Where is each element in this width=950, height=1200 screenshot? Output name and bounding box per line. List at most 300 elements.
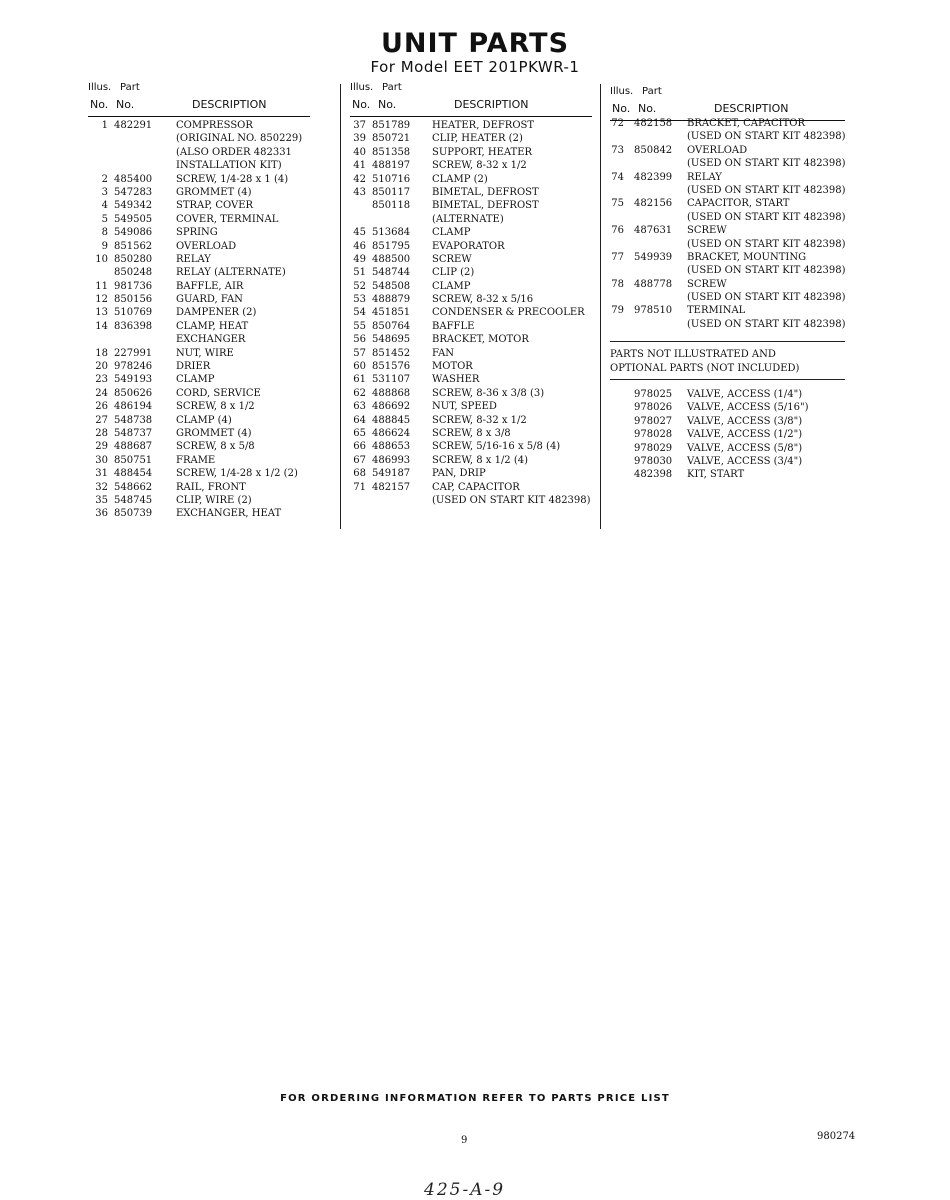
illus-number: 71 xyxy=(353,481,366,493)
part-number: 978510 xyxy=(634,305,673,317)
part-description: HEATER, DEFROST xyxy=(432,120,535,131)
part-number: 978025 xyxy=(634,389,673,401)
illus-number: 61 xyxy=(353,374,366,386)
part-number: 850248 xyxy=(114,267,153,279)
part-number: 513684 xyxy=(372,227,411,239)
table-row xyxy=(88,373,310,386)
table-row xyxy=(88,320,310,333)
part-number: 548744 xyxy=(372,267,411,279)
part-description: VALVE, ACCESS (1/2") xyxy=(687,429,803,441)
illus-number: 52 xyxy=(353,280,366,292)
part-number: 978030 xyxy=(634,455,673,467)
part-description: NUT, WIRE xyxy=(176,347,234,359)
part-description: (ALSO ORDER 482331 xyxy=(176,146,292,158)
part-number: 548745 xyxy=(114,494,153,506)
table-row xyxy=(350,387,592,400)
table-row xyxy=(610,171,845,184)
illus-number: 78 xyxy=(611,278,624,290)
illus-number: 64 xyxy=(353,414,366,426)
part-description: EXCHANGER, HEAT xyxy=(176,508,282,520)
part-description: SPRING xyxy=(176,227,218,239)
part-number: 487631 xyxy=(634,225,673,237)
part-description: SCREW xyxy=(687,225,727,237)
part-header: Part xyxy=(642,86,662,97)
part-number: 851562 xyxy=(114,240,153,252)
table-row xyxy=(610,318,845,331)
part-description: SCREW, 8-32 x 1/2 xyxy=(432,414,527,426)
part-description: CLIP (2) xyxy=(432,267,475,279)
part-number: 978028 xyxy=(634,429,673,441)
part-number: 488454 xyxy=(114,468,153,480)
part-no-header: No. xyxy=(378,98,397,111)
part-number: 548738 xyxy=(114,414,153,426)
part-description: BAFFLE xyxy=(432,320,475,332)
part-number: 850751 xyxy=(114,454,153,466)
part-description: COVER, TERMINAL xyxy=(176,213,279,225)
table-row xyxy=(350,199,592,212)
table-row xyxy=(610,388,845,401)
illus-number: 4 xyxy=(101,200,108,212)
column-divider-2 xyxy=(600,84,601,529)
illus-number: 39 xyxy=(353,133,366,145)
part-number: 978029 xyxy=(634,442,673,454)
part-description: (USED ON START KIT 482398) xyxy=(687,318,846,330)
part-number: 486194 xyxy=(114,401,153,413)
part-number: 549086 xyxy=(114,227,153,239)
part-description: (USED ON START KIT 482398) xyxy=(687,292,846,304)
part-number: 486692 xyxy=(372,401,411,413)
illus-no-header: No. xyxy=(352,98,371,111)
part-number: 850156 xyxy=(114,294,153,306)
illus-number: 41 xyxy=(353,160,366,172)
table-row xyxy=(88,132,310,145)
part-number: 548662 xyxy=(114,481,153,493)
part-number: 978026 xyxy=(634,402,673,414)
table-row xyxy=(88,146,310,159)
illus-number: 35 xyxy=(95,494,108,506)
optional-parts-list xyxy=(610,388,845,482)
table-row xyxy=(88,266,310,279)
part-description: SCREW, 8-32 x 5/16 xyxy=(432,294,534,306)
table-row xyxy=(610,304,845,317)
part-number: 482291 xyxy=(114,120,153,131)
part-description: GROMMET (4) xyxy=(176,427,252,439)
part-number: 482156 xyxy=(634,198,673,210)
table-row xyxy=(88,173,310,186)
column-header xyxy=(610,84,845,121)
illus-number: 31 xyxy=(95,468,108,480)
illus-number: 68 xyxy=(353,468,366,480)
table-row xyxy=(350,253,592,266)
illus-number: 62 xyxy=(353,387,366,399)
illus-number: 8 xyxy=(101,227,108,239)
illus-number: 36 xyxy=(95,508,108,520)
part-description: VALVE, ACCESS (5/16") xyxy=(687,402,809,414)
illus-number: 54 xyxy=(353,307,366,319)
table-row xyxy=(88,253,310,266)
illus-number: 18 xyxy=(95,347,108,359)
part-no-header: No. xyxy=(116,98,135,111)
part-number: 488653 xyxy=(372,441,411,453)
illus-number: 40 xyxy=(353,146,366,158)
table-row xyxy=(88,306,310,319)
part-description: CLAMP xyxy=(432,280,471,292)
table-row xyxy=(350,347,592,360)
part-description: BIMETAL, DEFROST xyxy=(432,186,539,198)
illus-number: 37 xyxy=(353,120,366,131)
illus-number: 55 xyxy=(353,320,366,332)
table-row xyxy=(350,440,592,453)
part-description: RAIL, FRONT xyxy=(176,481,246,493)
part-description: FRAME xyxy=(176,454,216,466)
part-description: (USED ON START KIT 482398) xyxy=(687,265,846,277)
illus-number: 43 xyxy=(353,186,366,198)
table-row xyxy=(350,427,592,440)
part-description: VALVE, ACCESS (5/8") xyxy=(687,442,803,454)
part-number: 482157 xyxy=(372,481,411,493)
part-description: SCREW, 8-36 x 3/8 (3) xyxy=(432,387,545,399)
table-row xyxy=(350,293,592,306)
part-description: DAMPENER (2) xyxy=(176,307,257,319)
part-number: 488879 xyxy=(372,294,411,306)
table-row xyxy=(610,251,845,264)
part-description: (ORIGINAL NO. 850229) xyxy=(176,133,303,145)
illus-number: 27 xyxy=(95,414,108,426)
illus-number: 32 xyxy=(95,481,108,493)
table-row xyxy=(88,494,310,507)
part-description: (USED ON START KIT 482398) xyxy=(687,158,846,170)
part-description: CLAMP (2) xyxy=(432,173,488,185)
part-description: RELAY xyxy=(687,171,722,183)
part-number: 549342 xyxy=(114,200,153,212)
table-row xyxy=(350,173,592,186)
part-number: 850280 xyxy=(114,253,153,265)
illus-header: Illus. xyxy=(350,82,374,93)
page-number: 9 xyxy=(461,1135,468,1146)
table-row xyxy=(350,226,592,239)
table-row xyxy=(350,467,592,480)
part-number: 851358 xyxy=(372,146,411,158)
table-row xyxy=(88,119,310,132)
part-number: 548508 xyxy=(372,280,411,292)
part-number: 482399 xyxy=(634,171,673,183)
illus-number: 24 xyxy=(95,387,108,399)
table-row xyxy=(610,468,845,481)
table-row xyxy=(350,494,592,507)
part-description: FAN xyxy=(432,347,455,359)
part-description: GROMMET (4) xyxy=(176,186,252,198)
part-description: SCREW, 8 x 1/2 (4) xyxy=(432,454,529,466)
part-number: 549939 xyxy=(634,251,673,263)
table-row xyxy=(350,320,592,333)
column-divider-1 xyxy=(340,84,341,529)
illus-number: 26 xyxy=(95,401,108,413)
table-row xyxy=(350,333,592,346)
part-description: BRACKET, CAPACITOR xyxy=(687,118,805,129)
part-number: 548737 xyxy=(114,427,153,439)
illus-header: Illus. xyxy=(88,82,112,93)
table-row xyxy=(350,373,592,386)
table-row xyxy=(88,159,310,172)
part-description: STRAP, COVER xyxy=(176,200,254,212)
parts-column-2 xyxy=(350,80,592,507)
part-description: CAPACITOR, START xyxy=(687,198,790,210)
illus-number: 5 xyxy=(101,213,108,225)
table-row xyxy=(610,157,845,170)
part-description: SCREW, 1/4-28 x 1 (4) xyxy=(176,173,289,185)
illus-number: 76 xyxy=(611,225,624,237)
part-description: CLAMP xyxy=(176,374,215,386)
table-row xyxy=(610,130,845,143)
parts-column-3 xyxy=(610,80,845,482)
illus-no-header: No. xyxy=(90,98,109,111)
description-header: DESCRIPTION xyxy=(454,98,529,111)
part-number: 851795 xyxy=(372,240,411,252)
illus-number: 77 xyxy=(611,251,624,263)
part-number: 836398 xyxy=(114,320,153,332)
part-description: BRACKET, MOUNTING xyxy=(687,251,807,263)
part-number: 510716 xyxy=(372,173,411,185)
table-row xyxy=(88,427,310,440)
table-row xyxy=(610,117,845,130)
part-number: 981736 xyxy=(114,280,153,292)
illus-number: 9 xyxy=(101,240,108,252)
table-row xyxy=(88,440,310,453)
illus-number: 14 xyxy=(95,320,108,332)
table-row xyxy=(350,360,592,373)
part-description: INSTALLATION KIT) xyxy=(176,160,282,172)
table-row xyxy=(88,387,310,400)
part-description: EXCHANGER xyxy=(176,334,246,346)
illus-number: 79 xyxy=(611,305,624,317)
table-row xyxy=(610,401,845,414)
table-row xyxy=(610,278,845,291)
part-description: (USED ON START KIT 482398) xyxy=(687,211,846,223)
not-illustrated-section xyxy=(610,341,845,482)
part-number: 549187 xyxy=(372,468,411,480)
part-description: RELAY (ALTERNATE) xyxy=(176,267,286,279)
table-row xyxy=(350,280,592,293)
illus-number: 66 xyxy=(353,441,366,453)
part-number: 547283 xyxy=(114,186,153,198)
illus-number: 45 xyxy=(353,227,366,239)
table-row xyxy=(88,467,310,480)
illus-number: 56 xyxy=(353,334,366,346)
table-row xyxy=(610,428,845,441)
part-number: 850739 xyxy=(114,508,153,520)
part-description: (ALTERNATE) xyxy=(432,213,504,225)
ordering-note: FOR ORDERING INFORMATION REFER TO PARTS PRICE LIST xyxy=(280,1093,670,1104)
part-description: (USED ON START KIT 482398) xyxy=(687,184,846,196)
table-row xyxy=(88,240,310,253)
table-row xyxy=(350,481,592,494)
table-row xyxy=(88,280,310,293)
part-number: 488687 xyxy=(114,441,153,453)
table-row xyxy=(350,414,592,427)
part-description: CORD, SERVICE xyxy=(176,387,261,399)
part-no-header: No. xyxy=(638,102,657,115)
table-row xyxy=(88,360,310,373)
table-row xyxy=(88,400,310,413)
part-number: 488778 xyxy=(634,278,673,290)
illus-number: 13 xyxy=(95,307,108,319)
illus-number: 1 xyxy=(101,120,108,131)
part-description: COMPRESSOR xyxy=(176,120,253,131)
part-description: EVAPORATOR xyxy=(432,240,505,252)
illus-number: 72 xyxy=(611,118,624,129)
column-header xyxy=(88,80,310,117)
part-number: 488868 xyxy=(372,387,411,399)
part-header: Part xyxy=(120,82,140,93)
illus-number: 67 xyxy=(353,454,366,466)
table-row xyxy=(350,454,592,467)
illus-number: 30 xyxy=(95,454,108,466)
part-number: 485400 xyxy=(114,173,153,185)
part-description: WASHER xyxy=(432,374,480,386)
table-row xyxy=(610,211,845,224)
table-row xyxy=(610,238,845,251)
table-row xyxy=(610,415,845,428)
part-description: SCREW xyxy=(432,253,472,265)
illus-number: 28 xyxy=(95,427,108,439)
not-illustrated-heading-1: PARTS NOT ILLUSTRATED AND xyxy=(610,349,776,361)
not-illustrated-heading-2: OPTIONAL PARTS (NOT INCLUDED) xyxy=(610,362,800,374)
parts-list xyxy=(610,117,845,331)
table-row xyxy=(88,186,310,199)
part-description: (USED ON START KIT 482398) xyxy=(687,238,846,250)
part-number: 548695 xyxy=(372,334,411,346)
illus-number: 51 xyxy=(353,267,366,279)
table-row xyxy=(88,481,310,494)
table-row xyxy=(610,197,845,210)
part-number: 482158 xyxy=(634,118,673,129)
table-row xyxy=(88,333,310,346)
part-description: DRIER xyxy=(176,361,211,373)
parts-list xyxy=(350,119,592,507)
table-row xyxy=(350,186,592,199)
part-number: 850118 xyxy=(372,200,411,212)
illus-number: 29 xyxy=(95,441,108,453)
part-number: 850721 xyxy=(372,133,411,145)
part-description: CAP, CAPACITOR xyxy=(432,481,520,493)
part-number: 850764 xyxy=(372,320,411,332)
part-number: 486993 xyxy=(372,454,411,466)
part-description: PAN, DRIP xyxy=(432,468,486,480)
table-row xyxy=(88,507,310,520)
part-header: Part xyxy=(382,82,402,93)
part-description: CLAMP xyxy=(432,227,471,239)
illus-number: 23 xyxy=(95,374,108,386)
part-description: SUPPORT, HEATER xyxy=(432,146,533,158)
part-description: VALVE, ACCESS (1/4") xyxy=(687,389,803,401)
illus-number: 63 xyxy=(353,401,366,413)
part-number: 549193 xyxy=(114,374,153,386)
part-number: 531107 xyxy=(372,374,411,386)
illus-number: 75 xyxy=(611,198,624,210)
description-header: DESCRIPTION xyxy=(714,102,789,115)
part-description: BIMETAL, DEFROST xyxy=(432,200,539,212)
part-number: 850117 xyxy=(372,186,411,198)
table-row xyxy=(610,291,845,304)
illus-number: 11 xyxy=(95,280,108,292)
model-subtitle: For Model EET 201PKWR-1 xyxy=(370,58,580,76)
table-row xyxy=(350,146,592,159)
table-row xyxy=(350,159,592,172)
part-number: 850842 xyxy=(634,144,673,156)
page-title: UNIT PARTS xyxy=(380,28,570,59)
illus-number: 42 xyxy=(353,173,366,185)
part-number: 488845 xyxy=(372,414,411,426)
table-row xyxy=(88,414,310,427)
illus-number: 2 xyxy=(101,173,108,185)
illus-number: 10 xyxy=(95,253,108,265)
handwritten-note: 425-A-9 xyxy=(424,1180,506,1200)
part-description: (USED ON START KIT 482398) xyxy=(687,131,846,143)
part-description: RELAY xyxy=(176,253,211,265)
part-description: OVERLOAD xyxy=(176,240,237,252)
table-row xyxy=(88,199,310,212)
part-description: SCREW, 1/4-28 x 1/2 (2) xyxy=(176,468,298,480)
part-description: BAFFLE, AIR xyxy=(176,280,244,292)
illus-number: 20 xyxy=(95,361,108,373)
part-description: SCREW, 5/16-16 x 5/8 (4) xyxy=(432,441,561,453)
table-row xyxy=(350,119,592,132)
illus-number: 65 xyxy=(353,427,366,439)
part-description: TERMINAL xyxy=(687,305,746,317)
part-description: BRACKET, MOTOR xyxy=(432,334,529,346)
part-number: 851576 xyxy=(372,361,411,373)
part-description: SCREW xyxy=(687,278,727,290)
table-row xyxy=(610,224,845,237)
parts-column-1 xyxy=(88,80,310,521)
part-description: CLAMP, HEAT xyxy=(176,320,249,332)
part-description: NUT, SPEED xyxy=(432,401,497,413)
table-row xyxy=(350,306,592,319)
table-row xyxy=(88,293,310,306)
table-row xyxy=(610,455,845,468)
part-description: (USED ON START KIT 482398) xyxy=(432,494,591,506)
illus-no-header: No. xyxy=(612,102,631,115)
part-description: OVERLOAD xyxy=(687,144,748,156)
table-row xyxy=(350,266,592,279)
illus-number: 60 xyxy=(353,361,366,373)
part-number: 978246 xyxy=(114,361,153,373)
illus-number: 73 xyxy=(611,144,624,156)
table-row xyxy=(88,454,310,467)
illus-number: 74 xyxy=(611,171,624,183)
illus-number: 57 xyxy=(353,347,366,359)
table-row xyxy=(350,240,592,253)
part-number: 510769 xyxy=(114,307,153,319)
table-row xyxy=(350,400,592,413)
parts-list xyxy=(88,119,310,521)
part-number: 978027 xyxy=(634,415,673,427)
part-description: SCREW, 8 x 5/8 xyxy=(176,441,255,453)
table-row xyxy=(350,213,592,226)
part-description: VALVE, ACCESS (3/8") xyxy=(687,415,803,427)
table-row xyxy=(350,132,592,145)
part-number: 488500 xyxy=(372,253,411,265)
part-number: 482398 xyxy=(634,469,673,481)
part-description: SCREW, 8 x 3/8 xyxy=(432,427,511,439)
part-number: 488197 xyxy=(372,160,411,172)
part-description: MOTOR xyxy=(432,361,473,373)
part-description: GUARD, FAN xyxy=(176,294,243,306)
illus-number: 46 xyxy=(353,240,366,252)
table-row xyxy=(88,226,310,239)
illus-number: 3 xyxy=(101,186,108,198)
part-description: SCREW, 8-32 x 1/2 xyxy=(432,160,527,172)
